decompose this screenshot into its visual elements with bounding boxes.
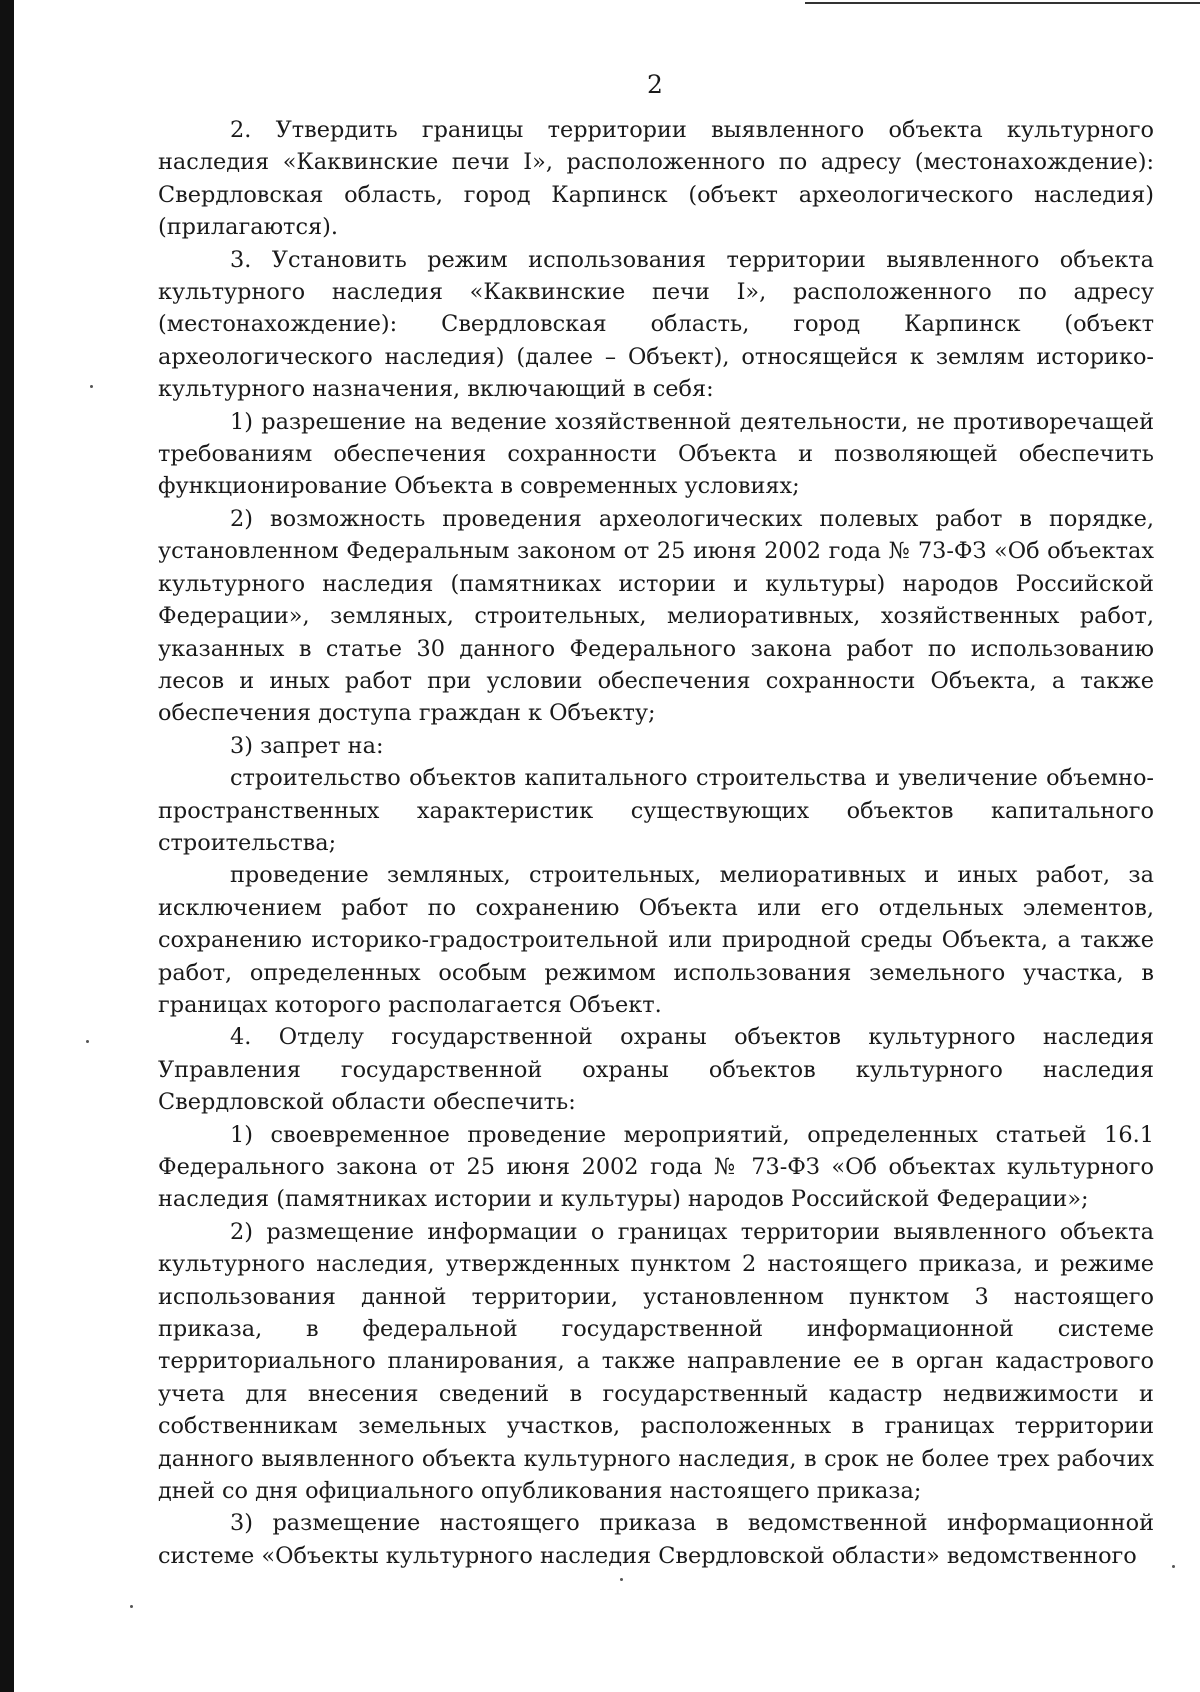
scan-top-line bbox=[805, 2, 1200, 4]
paragraph-prohibition-works: проведение земляных, строительных, мелиоративных и иных работ, за исключением работ по сохранению Объекта или его отдельных элементов, сохранению историко-градостроительной или природной среды Объекта, а также работ, определенных особым режимом использования земельного участка, в границах которого располагается Объект. bbox=[158, 862, 1154, 1018]
scan-speck bbox=[620, 1578, 623, 1581]
paragraph-subitem-4-1: 1) своевременное проведение мероприятий, определенных статьей 16.1 Федерального закона от 25 июня 2002 года № 73-ФЗ «Об объектах культурного наследия (памятниках истории и культуры) народов Российской Федерации»; bbox=[158, 1121, 1154, 1213]
paragraph-subitem-4-2: 2) размещение информации о границах территории выявленного объекта культурного наследия, утвержденных пунктом 2 настоящего приказа, и режиме использования данной территории, установленном пунктом 3 настоящего приказа, в федеральной государственной информационной системе территориального планирования, а также направление ее в орган кадастрового учета для внесения сведений в государственный кадастр недвижимости и собственникам земельных участков, расположенных в границах территории данного выявленного объекта культурного наследия, в срок не более трех рабочих дней со дня официального опубликования настоящего приказа; bbox=[158, 1218, 1154, 1505]
scan-left-edge bbox=[0, 0, 14, 1692]
paragraph-prohibition-construction: строительство объектов капитального строительства и увеличение объемно-пространственных характеристик существующих объектов капитального строительства; bbox=[158, 765, 1154, 856]
scan-speck bbox=[1172, 1565, 1175, 1568]
scan-speck bbox=[86, 1040, 89, 1043]
paragraph-subitem-3-2: 2) возможность проведения археологических полевых работ в порядке, установленном Федеральным законом от 25 июня 2002 года № 73-ФЗ «Об объектах культурного наследия (памятниках истории и культуры) народов Российской Федерации», земляных, строительных, мелиоративных, хозяйственных работ, указанных в статье 30 данного Федерального закона работ по использованию лесов и иных работ при условии обеспечения сохранности Объекта, а также обеспечения доступа граждан к Объекту; bbox=[158, 505, 1154, 727]
scan-speck bbox=[90, 385, 93, 388]
page-number: 2 bbox=[647, 70, 663, 99]
paragraph-item-3: 3. Установить режим использования территории выявленного объекта культурного наследия «Каквинские печи I», расположенного по адресу (местонахождение): Свердловская область, город Карпинск (объект археологического наследия) (далее – Объект), относящейся к землям историко-культурного назначения, включающий в себя: bbox=[158, 246, 1154, 403]
paragraph-subitem-4-3: 3) размещение настоящего приказа в ведомственной информационной системе «Объекты культурного наследия Свердловской области» ведомственного bbox=[158, 1510, 1154, 1569]
document-body bbox=[158, 114, 1154, 1572]
paragraph-item-2: 2. Утвердить границы территории выявленного объекта культурного наследия «Каквинские печи I», расположенного по адресу (местонахождение): Свердловская область, город Карпинск (объект археологического наследия) (прилагаются). bbox=[158, 117, 1154, 241]
paragraph-subitem-3-1: 1) разрешение на ведение хозяйственной деятельности, не противоречащей требованиям обеспечения сохранности Объекта и позволяющей обеспечить функционирование Объекта в современных условиях; bbox=[158, 408, 1154, 500]
scan-speck bbox=[130, 1605, 133, 1608]
paragraph-item-4: 4. Отделу государственной охраны объектов культурного наследия Управления государственной охраны объектов культурного наследия Свердловской области обеспечить: bbox=[158, 1024, 1154, 1116]
paragraph-subitem-3-3: 3) запрет на: bbox=[230, 732, 384, 759]
